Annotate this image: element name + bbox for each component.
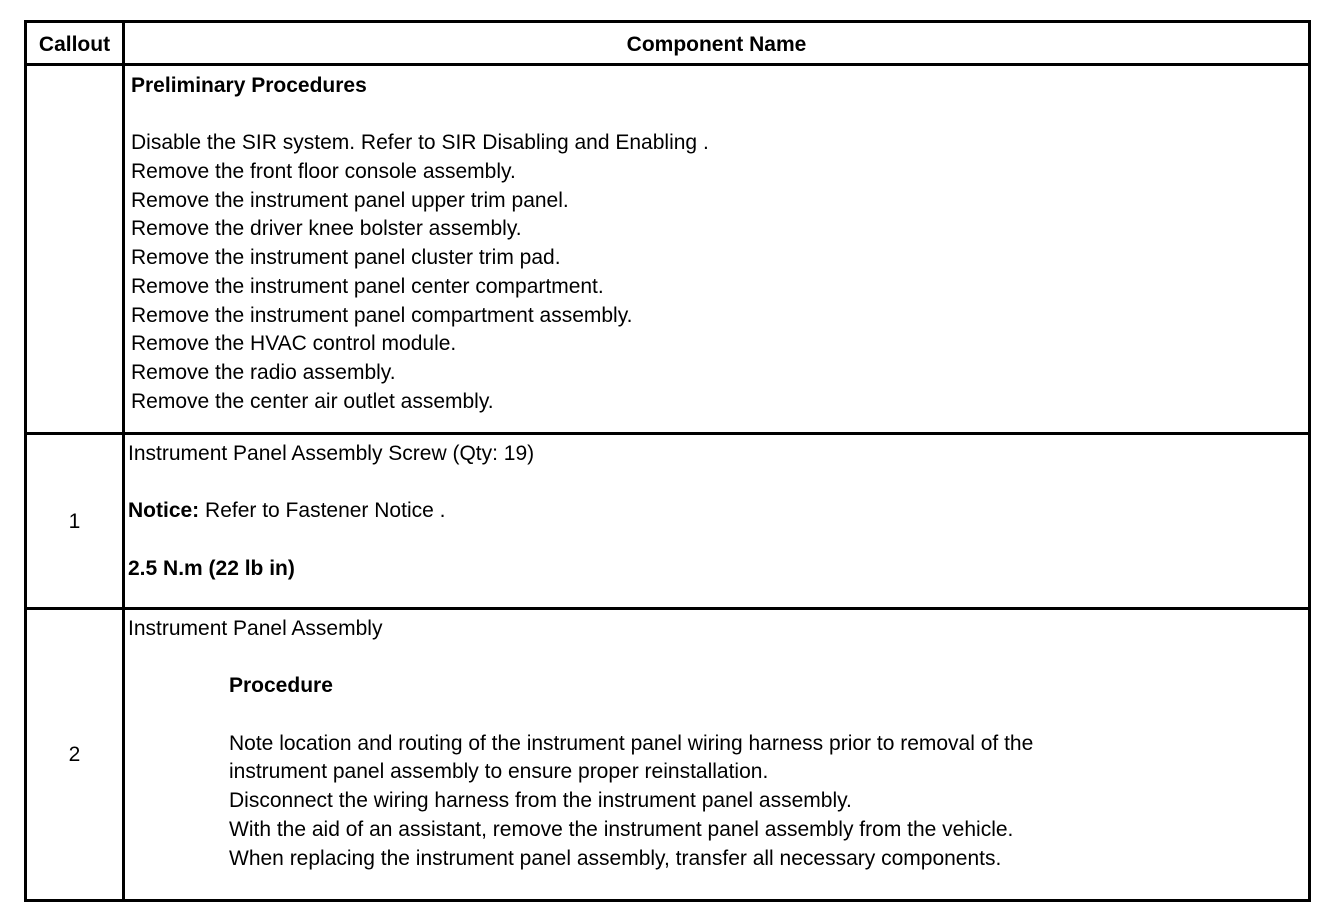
preliminary-step: Remove the radio assembly. [131, 360, 396, 384]
preliminary-heading: Preliminary Procedures [131, 74, 367, 97]
preliminary-step: Remove the instrument panel center compartment. [131, 274, 604, 298]
preliminary-step: Disable the SIR system. Refer to SIR Disabling and Enabling . [131, 131, 709, 155]
preliminary-step: Remove the instrument panel compartment assembly. [131, 303, 633, 327]
notice-text: Refer to Fastener Notice . [199, 499, 446, 523]
component-name: Instrument Panel Assembly [128, 617, 383, 640]
procedure-heading: Procedure [229, 674, 333, 698]
spacer [131, 101, 1300, 130]
component-table [24, 20, 1311, 902]
header-callout: Callout [38, 32, 111, 56]
notice-line [128, 497, 1300, 526]
procedure-line: instrument panel assembly to ensure proper reinstallation. [229, 760, 769, 784]
preliminary-content [131, 72, 1300, 416]
spacer [128, 469, 1300, 498]
preliminary-row [27, 63, 1308, 435]
spacer [128, 644, 1300, 673]
component-cell [128, 615, 1300, 873]
spacer [128, 701, 1300, 730]
preliminary-step: Remove the driver knee bolster assembly. [131, 217, 522, 241]
torque-spec: 2.5 N.m (22 lb in) [128, 556, 295, 580]
column-divider [122, 23, 125, 899]
preliminary-step: Remove the instrument panel upper trim panel. [131, 188, 569, 212]
table-header-row [27, 23, 1308, 66]
component-name: Instrument Panel Assembly Screw (Qty: 19) [128, 442, 535, 465]
procedure-line: With the aid of an assistant, remove the instrument panel assembly from the vehicle. [229, 817, 1014, 841]
table-row [27, 607, 1308, 899]
preliminary-step: Remove the HVAC control module. [131, 332, 457, 356]
procedure-line: When replacing the instrument panel assembly, transfer all necessary components. [229, 846, 1002, 870]
preliminary-step: Remove the center air outlet assembly. [131, 389, 494, 413]
spacer [128, 526, 1300, 555]
procedure-line: Disconnect the wiring harness from the instrument panel assembly. [229, 789, 852, 813]
header-component-name: Component Name [626, 32, 807, 56]
procedure-line: Note location and routing of the instrument panel wiring harness prior to removal of the [229, 731, 1034, 755]
table-row [27, 432, 1308, 609]
preliminary-step: Remove the front floor console assembly. [131, 160, 516, 184]
component-cell [128, 440, 1300, 583]
notice-label: Notice: [128, 499, 200, 523]
callout-number: 1 [68, 510, 81, 533]
callout-number: 2 [68, 742, 81, 766]
preliminary-step: Remove the instrument panel cluster trim pad. [131, 246, 561, 270]
